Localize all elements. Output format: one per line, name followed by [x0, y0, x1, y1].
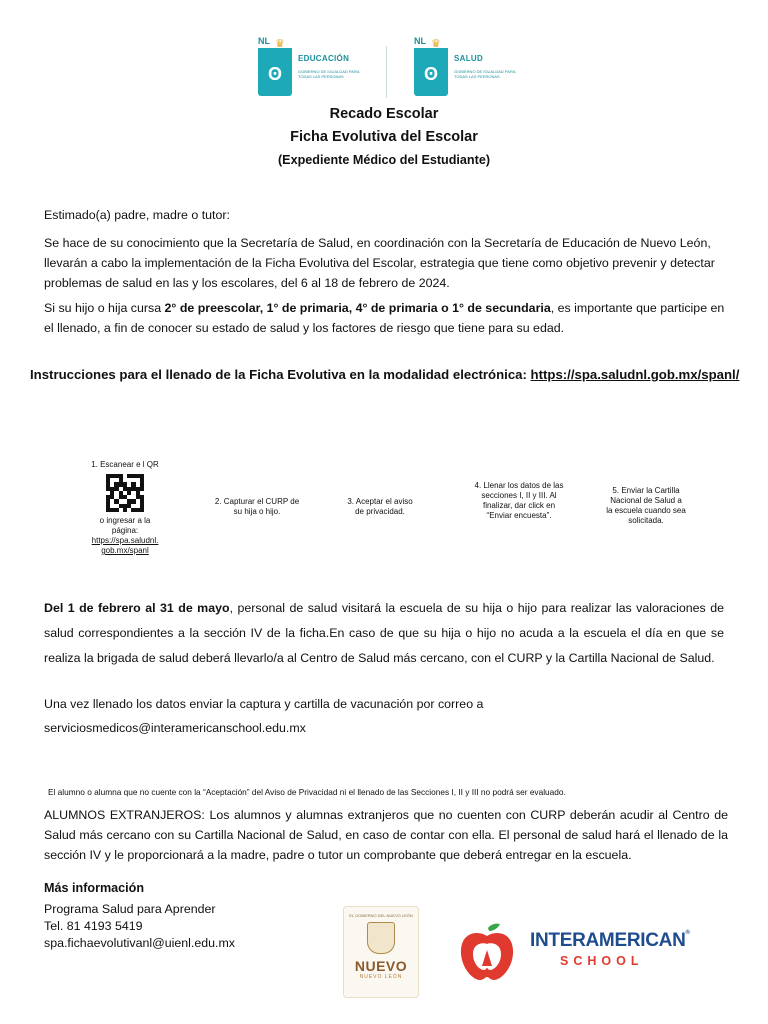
logo-divider: [386, 46, 387, 98]
salud-logo: NL ♛ ʘ SALUD GOBIERNO DE IGUALDAD PARA TODAS LAS PERSONAS: [414, 48, 518, 96]
instructions-heading: Instrucciones para el llenado de la Ficha Evolutiva en la modalidad electrónica: https://spa.saludnl.gob.mx/spanl/: [30, 367, 740, 382]
contact-email[interactable]: spa.fichaevolutivanl@uienl.edu.mx: [44, 936, 235, 950]
nl-emblem-icon: ʘ: [423, 64, 438, 84]
coat-of-arms-icon: [367, 922, 395, 954]
subtitle: (Expediente Médico del Estudiante): [277, 153, 491, 167]
greeting: Estimado(a) padre, madre o tutor:: [44, 208, 230, 222]
phone-number: Tel. 81 4193 5419: [44, 919, 143, 933]
paragraph-intro: Se hace de su conocimiento que la Secretaría de Salud, en coordinación con la Secretaría de Educación de Nuevo León, llevarán a cabo la implementación de la Ficha Evolutiva del Escolar, estrategia que tiene como objetivo prevenir y detectar problemas de salud en las y los escolares, del 6 al 18 de febrero de 2024.: [44, 236, 715, 290]
paragraph-visits: Del 1 de febrero al 31 de mayo, personal de salud visitará la escuela de su hija o hijo para realizar las valoraciones de salud correspondientes a la sección IV de la ficha.En caso de que su hija o hijo no acuda a la escuela el día en que se realiza la brigada de salud deberá llevarlo/a al Centro de Salud más cercano, con el CURP y la Cartilla Nacional de Salud.: [44, 601, 724, 665]
email-address[interactable]: serviciosmedicos@interamericanschool.edu.mx: [44, 721, 306, 735]
email-instruction: Una vez llenado los datos enviar la captura y cartilla de vacunación por correo a: [44, 697, 484, 711]
step-3: 3. Aceptar el aviso de privacidad.: [347, 497, 413, 516]
step-2: 2. Capturar el CURP de su hija o hijo.: [214, 497, 300, 516]
step-5: 5. Enviar la Cartilla Nacional de Salud a la escuela cuando sea solicitada.: [606, 486, 686, 525]
crown-icon: ♛: [275, 38, 285, 50]
program-name: Programa Salud para Aprender: [44, 902, 216, 916]
step-1-link[interactable]: https://spa.saludnl. gob.mx/spanl: [91, 536, 159, 555]
educacion-logo: NL ♛ ʘ EDUCACIÓN GOBIERNO DE IGUALDAD PARA TODAS LAS PERSONAS: [258, 48, 362, 96]
crown-icon: ♛: [431, 38, 441, 50]
apple-icon: [458, 922, 516, 982]
instructions-link[interactable]: https://spa.saludnl.gob.mx/spanl/: [530, 367, 740, 382]
title-recado: Recado Escolar: [329, 106, 439, 122]
interamerican-logo: INTERAMERICAN® SCHOOL: [458, 914, 698, 984]
privacy-note: El alumno o alumna que no cuente con la “Aceptación” del Aviso de Privacidad ni el llenado de las Secciones I, II y III no podrá ser evaluado.: [48, 787, 566, 797]
more-info-title: Más información: [44, 881, 145, 895]
step-1: 1. Escanear e l QR o ingresar a la página: https://spa.saludnl. gob.mx/spanl: [80, 460, 170, 556]
paragraph-grades: Si su hijo o hija cursa 2° de preescolar, 1° de primaria, 4° de primaria o 1° de secundaria, es importante que participe en el llenado, a fin de conocer su estado de salud y los factores de riesgo que tiene para su edad.: [44, 301, 725, 335]
foreign-students-note: ALUMNOS EXTRANJEROS: Los alumnos y alumnas extranjeros que no cuenten con CURP deberán acudir al Centro de Salud más cercano con su Cartilla Nacional de Salud, en caso de contar con ella. El personal de salud hará el llenado de la sección IV y le proporcionará a la madre, padre o tutor un comprobante que deberá entregar en la escuela.: [44, 808, 728, 862]
step-4: 4. Llenar los datos de las secciones I, II y III. Al finalizar, dar click en “Enviar encuesta”.: [474, 481, 564, 520]
nuevo-leon-logo: EL GOBIERNO DEL NUEVO LEÓN NUEVO NUEVO LEÓN: [343, 906, 419, 998]
qr-code-icon[interactable]: [106, 474, 144, 512]
title-ficha: Ficha Evolutiva del Escolar: [290, 129, 478, 145]
nl-emblem-icon: ʘ: [267, 64, 282, 84]
